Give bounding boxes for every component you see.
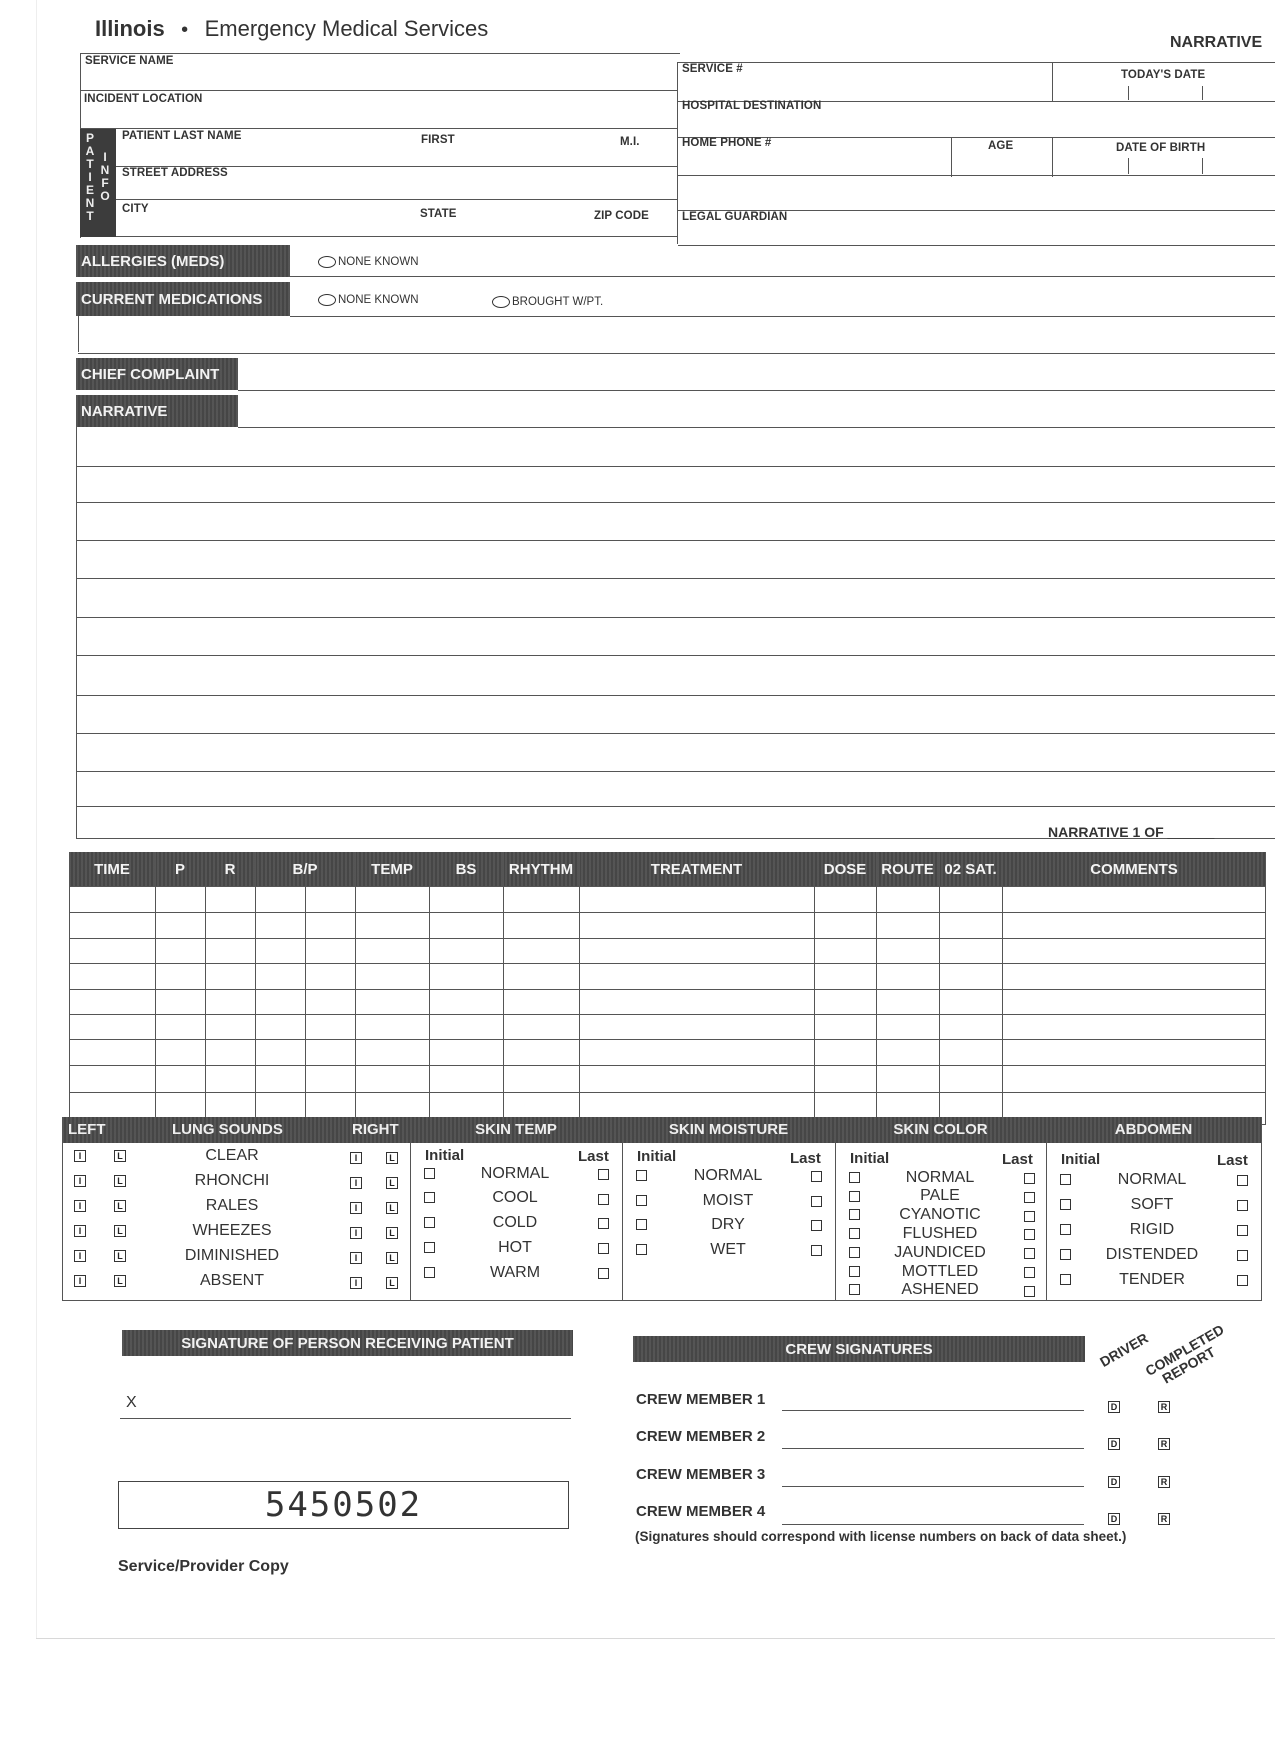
skin-temp-title: SKIN TEMP <box>475 1121 557 1138</box>
crew-signature-line[interactable] <box>782 1524 1084 1525</box>
service-number-label: SERVICE # <box>682 63 743 75</box>
city-label: CITY <box>122 203 149 215</box>
lung-left-initial-checkbox[interactable]: I <box>74 1225 86 1237</box>
lung-left-initial-checkbox[interactable]: I <box>74 1200 86 1212</box>
skin-color-last-checkbox[interactable] <box>1024 1192 1035 1203</box>
signature-note: (Signatures should correspond with license numbers on back of data sheet.) <box>635 1529 1127 1544</box>
col-resp: R <box>224 860 236 878</box>
completed-report-checkbox[interactable]: R <box>1158 1476 1170 1488</box>
lung-left-initial-checkbox[interactable]: I <box>74 1175 86 1187</box>
lung-right-last-checkbox[interactable]: L <box>386 1227 398 1239</box>
col-pulse: P <box>174 860 185 878</box>
skin-moisture-last-checkbox[interactable] <box>811 1196 822 1207</box>
vitals-table <box>69 852 1266 1124</box>
patient-last-name-label: PATIENT LAST NAME <box>122 130 242 142</box>
skin-color-last-checkbox[interactable] <box>1024 1248 1035 1259</box>
lung-left-last-checkbox[interactable]: L <box>114 1275 126 1287</box>
none-known-radio[interactable] <box>318 256 336 268</box>
skin-moisture-item: DRY <box>711 1216 745 1233</box>
skin-temp-last-checkbox[interactable] <box>598 1218 609 1229</box>
skin-temp-item: HOT <box>498 1239 532 1256</box>
crew-member-label: CREW MEMBER 1 <box>636 1391 766 1408</box>
lung-right-initial-checkbox[interactable]: I <box>350 1202 362 1214</box>
info-vertical-label: INFO <box>98 150 112 202</box>
skin-moisture-initial-checkbox[interactable] <box>636 1170 647 1181</box>
abdomen-initial-label: Initial <box>1061 1151 1101 1168</box>
skin-color-initial-label: Initial <box>850 1150 890 1167</box>
allergies-bar: ALLERGIES (MEDS) <box>76 245 290 277</box>
brought-with-pt-option[interactable] <box>492 296 603 308</box>
abdomen-item: DISTENDED <box>1105 1246 1199 1263</box>
crew-member-label: CREW MEMBER 3 <box>636 1466 766 1483</box>
completed-report-checkbox[interactable]: R <box>1158 1401 1170 1413</box>
abdomen-item: RIGID <box>1129 1221 1175 1238</box>
lung-left-last-checkbox[interactable]: L <box>114 1225 126 1237</box>
completed-report-checkbox[interactable]: R <box>1158 1438 1170 1450</box>
page-left-edge <box>36 0 37 1638</box>
skin-color-item: ASHENED <box>901 1281 979 1298</box>
age-label: AGE <box>988 140 1014 152</box>
current-medications-bar: CURRENT MEDICATIONS <box>76 282 290 316</box>
col-bs: BS <box>455 860 477 878</box>
abdomen-initial-checkbox[interactable] <box>1060 1224 1071 1235</box>
first-name-label: FIRST <box>421 134 455 146</box>
skin-moisture-item: NORMAL <box>693 1167 763 1184</box>
abdomen-last-checkbox[interactable] <box>1237 1225 1248 1236</box>
lung-item-label: WHEEZES <box>192 1222 272 1239</box>
lung-left-label: LEFT <box>68 1121 106 1138</box>
skin-moisture-initial-checkbox[interactable] <box>636 1244 647 1255</box>
middle-initial-label: M.I. <box>620 136 640 148</box>
col-comments: COMMENTS <box>1090 860 1178 878</box>
abdomen-item: TENDER <box>1119 1271 1185 1288</box>
skin-color-initial-checkbox[interactable] <box>849 1209 860 1220</box>
skin-temp-last-checkbox[interactable] <box>598 1243 609 1254</box>
hospital-destination-label: HOSPITAL DESTINATION <box>682 100 822 112</box>
skin-moisture-initial-checkbox[interactable] <box>636 1219 647 1230</box>
skin-color-last-checkbox[interactable] <box>1024 1267 1035 1278</box>
skin-moisture-item: WET <box>710 1241 746 1258</box>
abdomen-initial-checkbox[interactable] <box>1060 1249 1071 1260</box>
form-tag: NARRATIVE <box>1170 34 1263 51</box>
legal-guardian-label: LEGAL GUARDIAN <box>682 211 788 223</box>
lung-right-initial-checkbox[interactable]: I <box>350 1252 362 1264</box>
receiving-signature-bar: SIGNATURE OF PERSON RECEIVING PATIENT <box>122 1330 573 1356</box>
skin-color-item: PALE <box>920 1187 960 1204</box>
col-bp: B/P <box>292 860 318 878</box>
skin-temp-initial-checkbox[interactable] <box>424 1242 435 1253</box>
abdomen-last-checkbox[interactable] <box>1237 1250 1248 1261</box>
date-of-birth-label: DATE OF BIRTH <box>1116 142 1206 154</box>
abdomen-last-checkbox[interactable] <box>1237 1275 1248 1286</box>
form-header <box>95 16 488 42</box>
crew-signature-line[interactable] <box>782 1486 1084 1487</box>
none-known-label: NONE KNOWN <box>338 256 419 268</box>
completed-report-checkbox[interactable]: R <box>1158 1513 1170 1525</box>
form-number-box <box>118 1481 569 1529</box>
skin-temp-item: WARM <box>489 1264 541 1281</box>
assessment-grid <box>62 1117 1262 1302</box>
skin-moisture-last-checkbox[interactable] <box>811 1171 822 1182</box>
abdomen-last-checkbox[interactable] <box>1237 1175 1248 1186</box>
col-temp: TEMP <box>371 860 413 878</box>
col-route: ROUTE <box>881 860 934 878</box>
lung-left-last-checkbox[interactable]: L <box>114 1175 126 1187</box>
lung-right-label: RIGHT <box>352 1121 399 1138</box>
skin-color-initial-checkbox[interactable] <box>849 1191 860 1202</box>
lung-item-label: ABSENT <box>199 1272 264 1289</box>
state-label: STATE <box>420 208 457 220</box>
state-name: Illinois <box>95 16 165 41</box>
skin-moisture-item: MOIST <box>702 1192 754 1209</box>
lung-right-initial-checkbox[interactable]: I <box>350 1177 362 1189</box>
abdomen-item: NORMAL <box>1117 1171 1187 1188</box>
skin-color-last-checkbox[interactable] <box>1024 1173 1035 1184</box>
abdomen-initial-checkbox[interactable] <box>1060 1199 1071 1210</box>
skin-color-item: CYANOTIC <box>899 1206 981 1223</box>
skin-color-last-checkbox[interactable] <box>1024 1286 1035 1297</box>
crew-signature-line[interactable] <box>782 1448 1084 1449</box>
skin-temp-last-checkbox[interactable] <box>598 1169 609 1180</box>
col-dose: DOSE <box>823 860 867 878</box>
skin-color-item: FLUSHED <box>902 1225 978 1242</box>
street-address-label: STREET ADDRESS <box>122 167 228 179</box>
skin-moisture-last-label: Last <box>790 1150 821 1167</box>
skin-color-item: MOTTLED <box>901 1263 979 1280</box>
lung-right-last-checkbox[interactable]: L <box>386 1177 398 1189</box>
header-bullet: • <box>181 19 189 41</box>
skin-color-initial-checkbox[interactable] <box>849 1172 860 1183</box>
col-o2-sat: 02 SAT. <box>944 860 997 878</box>
brought-with-pt-label: BROUGHT W/PT. <box>512 296 604 308</box>
skin-temp-last-label: Last <box>578 1148 609 1165</box>
skin-color-last-checkbox[interactable] <box>1024 1211 1035 1222</box>
brought-with-pt-radio[interactable] <box>492 296 510 308</box>
patient-vertical-label: PATIENT <box>83 131 97 222</box>
col-treatment: TREATMENT <box>650 860 743 878</box>
skin-temp-item: NORMAL <box>480 1165 550 1182</box>
lung-right-last-checkbox[interactable]: L <box>386 1252 398 1264</box>
lung-item-label: RALES <box>205 1197 259 1214</box>
skin-temp-initial-label: Initial <box>425 1147 465 1164</box>
crew-signatures-bar: CREW SIGNATURES <box>633 1336 1085 1362</box>
lung-item-label: CLEAR <box>205 1147 259 1164</box>
lung-right-initial-checkbox[interactable]: I <box>350 1277 362 1289</box>
lung-left-last-checkbox[interactable]: L <box>114 1200 126 1212</box>
incident-location-label: INCIDENT LOCATION <box>84 93 203 105</box>
skin-moisture-title: SKIN MOISTURE <box>668 1121 789 1138</box>
skin-moisture-last-checkbox[interactable] <box>811 1220 822 1231</box>
lung-sounds-title: LUNG SOUNDS <box>172 1121 283 1138</box>
col-rhythm: RHYTHM <box>508 860 574 878</box>
abdomen-item: SOFT <box>1130 1196 1174 1213</box>
crew-member-label: CREW MEMBER 2 <box>636 1428 766 1445</box>
col-time: TIME <box>94 860 130 878</box>
lung-right-last-checkbox[interactable]: L <box>386 1202 398 1214</box>
skin-temp-item: COOL <box>492 1189 538 1206</box>
lung-left-initial-checkbox[interactable]: I <box>74 1150 86 1162</box>
completed-report-column-label: COMPLETED REPORT <box>1142 1321 1227 1387</box>
skin-color-title: SKIN COLOR <box>893 1121 988 1138</box>
chief-complaint-bar: CHIEF COMPLAINT <box>76 358 238 390</box>
skin-color-item: JAUNDICED <box>894 1244 986 1261</box>
meds-none-known-label: NONE KNOWN <box>338 294 419 306</box>
skin-color-initial-checkbox[interactable] <box>849 1228 860 1239</box>
lung-right-initial-checkbox[interactable]: I <box>350 1227 362 1239</box>
lung-left-initial-checkbox[interactable]: I <box>74 1250 86 1262</box>
copy-label: Service/Provider Copy <box>118 1558 289 1575</box>
abdomen-last-checkbox[interactable] <box>1237 1200 1248 1211</box>
abdomen-title: ABDOMEN <box>1114 1121 1193 1138</box>
skin-color-last-checkbox[interactable] <box>1024 1229 1035 1240</box>
skin-temp-initial-checkbox[interactable] <box>424 1267 435 1278</box>
receiving-signature-line[interactable] <box>120 1418 571 1419</box>
skin-temp-initial-checkbox[interactable] <box>424 1217 435 1228</box>
driver-column-label: DRIVER <box>1097 1329 1151 1370</box>
skin-color-initial-checkbox[interactable] <box>849 1284 860 1295</box>
agency-name: Emergency Medical Services <box>204 16 489 41</box>
todays-date-label: TODAY'S DATE <box>1121 69 1206 81</box>
lung-left-last-checkbox[interactable]: L <box>114 1150 126 1162</box>
home-phone-label: HOME PHONE # <box>682 137 772 149</box>
driver-checkbox[interactable]: D <box>1108 1401 1120 1413</box>
skin-temp-initial-checkbox[interactable] <box>424 1192 435 1203</box>
skin-moisture-last-checkbox[interactable] <box>811 1245 822 1256</box>
skin-color-initial-checkbox[interactable] <box>849 1247 860 1258</box>
abdomen-last-label: Last <box>1217 1152 1248 1169</box>
lung-right-last-checkbox[interactable]: L <box>386 1152 398 1164</box>
page-bottom-edge <box>36 1638 1275 1639</box>
skin-temp-item: COLD <box>492 1214 538 1231</box>
zip-code-label: ZIP CODE <box>594 210 649 222</box>
lung-item-label: RHONCHI <box>194 1172 270 1189</box>
abdomen-initial-checkbox[interactable] <box>1060 1174 1071 1185</box>
lung-right-last-checkbox[interactable]: L <box>386 1277 398 1289</box>
receiving-signature-x: X <box>126 1394 137 1411</box>
lung-item-label: DIMINISHED <box>184 1247 280 1264</box>
meds-none-known-option[interactable] <box>318 294 419 306</box>
abdomen-initial-checkbox[interactable] <box>1060 1274 1071 1285</box>
allergies-none-known-option[interactable] <box>318 256 419 268</box>
service-name-label: SERVICE NAME <box>85 55 174 67</box>
skin-temp-initial-checkbox[interactable] <box>424 1168 435 1179</box>
driver-checkbox[interactable]: D <box>1108 1476 1120 1488</box>
driver-checkbox[interactable]: D <box>1108 1438 1120 1450</box>
skin-moisture-initial-label: Initial <box>637 1148 677 1165</box>
driver-checkbox[interactable]: D <box>1108 1513 1120 1525</box>
lung-right-initial-checkbox[interactable]: I <box>350 1152 362 1164</box>
crew-signature-line[interactable] <box>782 1410 1084 1411</box>
lung-left-initial-checkbox[interactable]: I <box>74 1275 86 1287</box>
skin-temp-last-checkbox[interactable] <box>598 1194 609 1205</box>
narrative-page-count: NARRATIVE 1 OF ______ <box>1048 824 1215 840</box>
skin-moisture-initial-checkbox[interactable] <box>636 1195 647 1206</box>
meds-none-known-radio[interactable] <box>318 294 336 306</box>
skin-temp-last-checkbox[interactable] <box>598 1268 609 1279</box>
narrative-bar: NARRATIVE <box>76 395 238 427</box>
form-number: 5450502 <box>264 1485 423 1525</box>
crew-member-label: CREW MEMBER 4 <box>636 1503 766 1520</box>
skin-color-item: NORMAL <box>905 1169 975 1186</box>
skin-color-initial-checkbox[interactable] <box>849 1266 860 1277</box>
lung-left-last-checkbox[interactable]: L <box>114 1250 126 1262</box>
skin-color-last-label: Last <box>1002 1151 1033 1168</box>
